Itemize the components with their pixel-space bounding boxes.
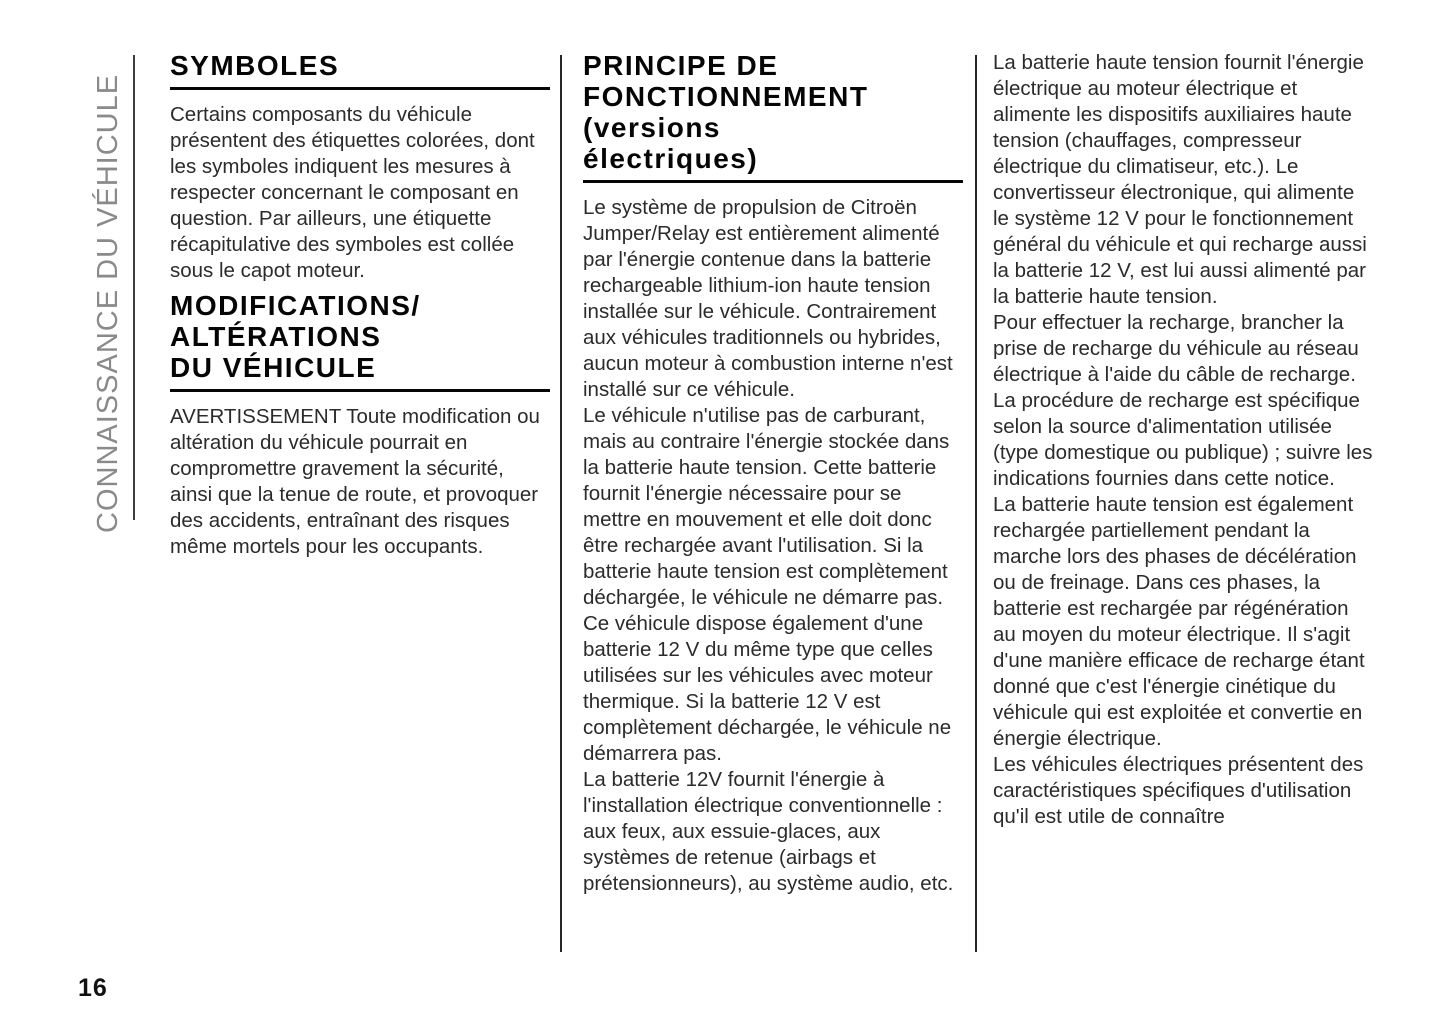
- page-number: 16: [78, 974, 108, 1002]
- body-paragraph: La batterie haute tension fournit l'énergie électrique au moteur électrique et alimente les dispositifs auxiliaires haute tension (chauffages, compresseur électrique du climatiseur, etc.). Le convertisseur électronique, qui alimente le système 12 V pour le fonctionnement général du véhicule et qui recharge aussi la batterie 12 V, est lui aussi alimenté par la batterie haute tension.: [993, 51, 1367, 308]
- section-heading-line: PRINCIPE DE: [583, 50, 779, 81]
- body-paragraph: Les véhicules électriques présentent des caractéristiques spécifiques d'utilisation qu'il est utile de connaître: [993, 753, 1364, 828]
- manual-section: [170, 50, 550, 284]
- section-heading-line: (versions: [583, 112, 721, 143]
- section-heading-line: MODIFICATIONS/: [170, 290, 421, 321]
- body-paragraph: Pour effectuer la recharge, brancher la prise de recharge du véhicule au réseau électrique à l'aide du câble de recharge. La procédure de recharge est spécifique selon la source d'alimentation utilisée (type domestique ou publique) ; suivre les indications fournies dans cette notice.: [993, 311, 1373, 490]
- sidebar-divider-line: [133, 55, 135, 520]
- section-heading-line: ALTÉRATIONS: [170, 321, 382, 352]
- chapter-sidebar-label: CONNAISSANCE DU VÉHICULE: [92, 73, 124, 533]
- section-heading-line: DU VÉHICULE: [170, 352, 377, 383]
- body-paragraph: Ce véhicule dispose également d'une batterie 12 V du même type que celles utilisées sur les véhicules avec moteur thermique. Si la batterie 12 V est complètement déchargée, le véhicule ne démarrera pas.: [583, 612, 952, 765]
- section-heading-line: SYMBOLES: [170, 50, 340, 81]
- manual-section: [993, 50, 1373, 830]
- section-heading: [170, 290, 550, 392]
- text-column-2: [583, 50, 963, 897]
- column-divider: [560, 55, 562, 952]
- section-heading: [170, 50, 550, 90]
- manual-section: [583, 50, 963, 897]
- body-paragraph: AVERTISSEMENT Toute modification ou altération du véhicule pourrait en compromettre gravement la sécurité, ainsi que la tenue de route, et provoquer des accidents, entraînant des risques même mortels pour les occupants.: [170, 405, 540, 558]
- section-heading: [583, 50, 963, 183]
- column-divider: [975, 55, 977, 952]
- body-paragraph: La batterie 12V fournit l'énergie à l'installation électrique conventionnelle : aux feux, aux essuie-glaces, aux systèmes de retenue (airbags et prétensionneurs), au système audio, etc.: [583, 768, 954, 895]
- text-column-1: [170, 50, 550, 560]
- body-paragraph: Certains composants du véhicule présentent des étiquettes colorées, dont les symboles indiquent les mesures à respecter concernant le composant en question. Par ailleurs, une étiquette récapitulative des symboles est collée sous le capot moteur.: [170, 103, 535, 282]
- body-paragraph: Le véhicule n'utilise pas de carburant, mais au contraire l'énergie stockée dans la batterie haute tension. Cette batterie fournit l'énergie nécessaire pour se mettre en mouvement et elle doit donc être rechargée avant l'utilisation. Si la batterie haute tension est complètement déchargée, le véhicule ne démarre pas.: [583, 404, 950, 609]
- body-paragraph: La batterie haute tension est également rechargée partiellement pendant la marche lors des phases de décélération ou de freinage. Dans ces phases, la batterie est rechargée par régénération au moyen du moteur électrique. Il s'agit d'une manière efficace de recharge étant donné que c'est l'énergie cinétique du véhicule qui est exploitée et convertie en énergie électrique.: [993, 493, 1365, 750]
- text-column-3: [993, 50, 1373, 830]
- body-paragraph: Le système de propulsion de Citroën Jumper/Relay est entièrement alimenté par l'énergie contenue dans la batterie rechargeable lithium-ion haute tension installée sur le véhicule. Contrairement aux véhicules traditionnels ou hybrides, aucun moteur à combustion interne n'est installé sur ce véhicule.: [583, 196, 953, 401]
- manual-section: [170, 290, 550, 560]
- section-heading-line: électriques): [583, 143, 759, 174]
- section-heading-line: FONCTIONNEMENT: [583, 81, 869, 112]
